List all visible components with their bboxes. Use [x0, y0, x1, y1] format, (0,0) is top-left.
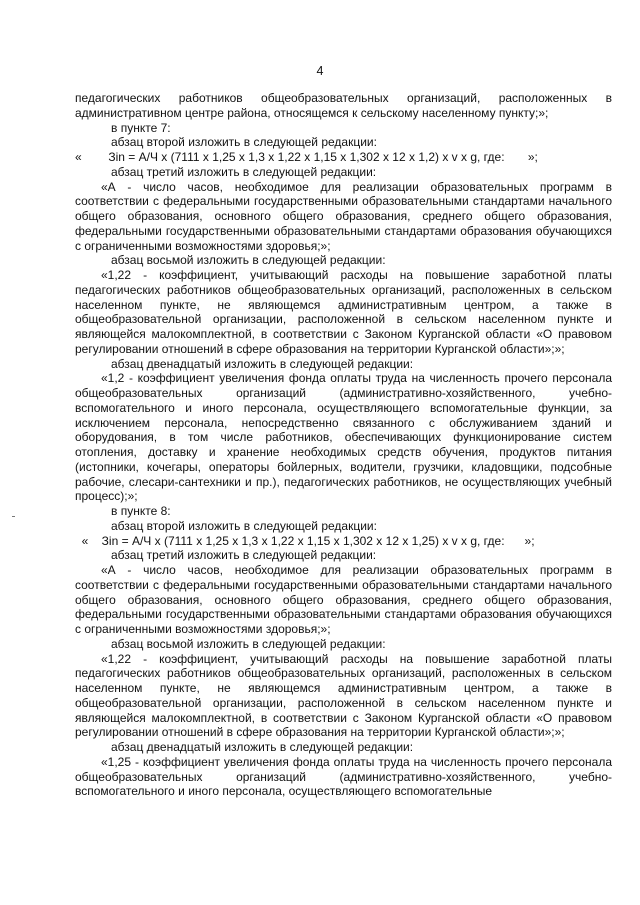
paragraph: абзац третий изложить в следующей редакции: — [111, 548, 377, 563]
document-body — [75, 91, 612, 799]
paragraph: абзац двенадцатый изложить в следующей редакции: — [111, 740, 414, 754]
paragraph: «1,22 - коэффициент, учитывающий расходы на повышение заработной платы педагогических работников общеобразовательных организаций, расположенных в сельском населенном пункте, не являющемся административным центром, а также в общеобразовательной организации, расположенной в сельском населенном пункте и являющейся малокомплектной, в соответствии с Законом Курганской области «О правовом регулировании отношений в сфере образования на территории Курганской области»;»; — [75, 651, 612, 740]
paragraph: абзац третий изложить в следующей редакции: — [111, 164, 377, 179]
paragraph: абзац второй изложить в следующей редакции: — [111, 518, 377, 533]
paragraph: в пункте 7: — [111, 120, 171, 135]
paragraph: абзац восьмой изложить в следующей редакции: — [111, 253, 386, 268]
paragraph: «1,25 - коэффициент увеличения фонда оплаты труда на численность прочего персонала общеобразовательных организаций (административно-хозяйственного, учебно-вспомогательного и иного персонала, осуществляющего вспомогательные — [75, 754, 612, 799]
margin-mark — [12, 516, 15, 517]
paragraph: абзац двенадцатый изложить в следующей редакции: — [111, 356, 414, 371]
paragraph: «1,2 - коэффициент увеличения фонда оплаты труда на численность прочего персонала общеобразовательных организаций (административно-хозяйственного, учебно-вспомогательного и иного персонала, осуществляющего вспомогательные функции, за исключением персонала, непосредственно связанного с обслуживанием зданий и оборудования, в том числе работников, обеспечивающих функционирование систем отопления, доставку и хранение необходимых средств обучения, продуктов питания (истопники, кочегары, операторы бойлерных, водители, грузчики, кладовщики, подсобные рабочие, слесари-сантехники и пр.), педагогических работников, не осуществляющих учебный процесс);»; — [75, 371, 612, 504]
paragraph: «А - число часов, необходимое для реализации образовательных программ в соответствии с федеральными государственными образовательными стандартами начального общего образования, основного общего образования, среднего общего образования, федеральными государственными образовательными стандартами образования обучающихся с ограниченными возможностями здоровья;»; — [75, 179, 612, 253]
paragraph: «1,22 - коэффициент, учитывающий расходы на повышение заработной платы педагогических работников общеобразовательных организаций, расположенных в сельском населенном пункте, не являющемся административным центром, а также в общеобразовательной организации, расположенной в сельском населенном пункте и являющейся малокомплектной, в соответствии с Законом Курганской области «О правовом регулировании отношений в сфере образования на территории Курганской области»;»; — [75, 268, 612, 356]
formula-line: « Зin = А/Ч х (7111 х 1,25 х 1,3 х 1,22 х 1,15 х 1,302 х 12 х 1,2) х v х g, где: »; — [75, 150, 538, 164]
formula-line: « Зin = А/Ч х (7111 х 1,25 х 1,3 х 1,22 х 1,15 х 1,302 х 12 х 1,25) х v х g, где: »; — [75, 533, 535, 548]
paragraph: в пункте 8: — [111, 504, 171, 518]
paragraph: «А - число часов, необходимое для реализации образовательных программ в соответствии с федеральными государственными образовательными стандартами начального общего образования, основного общего образования, среднего общего образования, федеральными государственными образовательными стандартами образования обучающихся с ограниченными возможностями здоровья;»; — [75, 563, 612, 636]
paragraph: педагогических работников общеобразовательных организаций, расположенных в административном центре района, относящемся к сельскому населенному пункту;»; — [75, 91, 612, 120]
paragraph: абзац восьмой изложить в следующей редакции: — [111, 636, 386, 651]
paragraph: абзац второй изложить в следующей редакции: — [111, 135, 377, 150]
page-number: 4 — [316, 64, 324, 78]
